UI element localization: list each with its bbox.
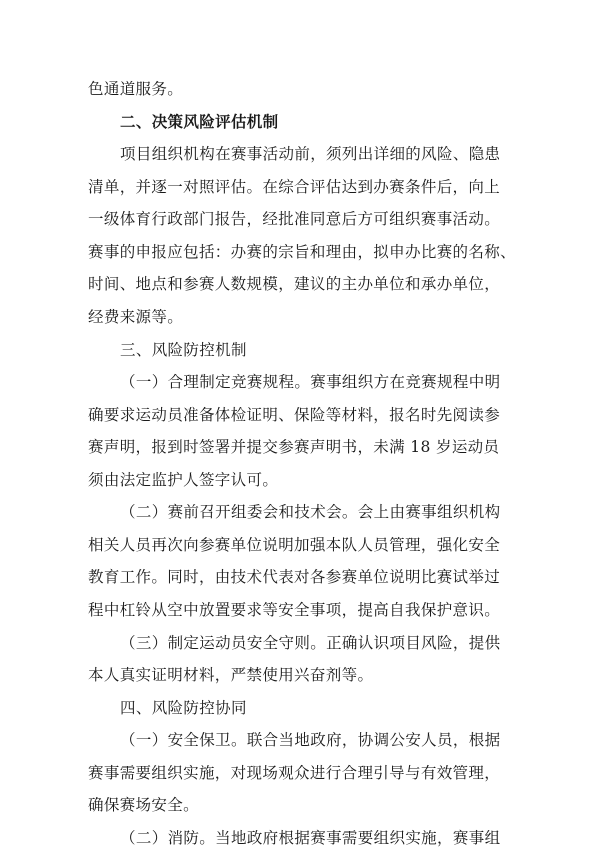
section-heading-3: 三、风险防控机制: [120, 341, 247, 359]
subsection-label: （二）: [120, 829, 168, 847]
paragraph-line: 教育工作。同时，由技术代表对各参赛单位说明比赛试举过: [88, 568, 501, 586]
paragraph-line: 相关人员再次向参赛单位说明加强本队人员管理，强化安全: [88, 536, 501, 554]
paragraph-line: 程中杠铃从空中放置要求等安全事项，提高自我保护意识。: [88, 601, 501, 619]
paragraph-line: 确要求运动员准备体检证明、保险等材料，报名时先阅读参: [88, 406, 501, 424]
subsection-label: （一）: [120, 731, 168, 749]
paragraph-line: 色通道服务。: [88, 80, 184, 98]
paragraph-text: 当地政府根据赛事需要组织实施，赛事组: [215, 829, 501, 847]
paragraph-line: 经费来源等。: [88, 308, 184, 326]
subsection-label: （二）: [120, 503, 168, 521]
paragraph-line: [120, 502, 500, 522]
paragraph-line: 一级体育行政部门报告，经批准同意后方可组织赛事活动。: [88, 210, 501, 228]
subsection-title: 安全保卫。: [167, 731, 247, 749]
section-heading-2: 二、决策风险评估机制: [120, 113, 279, 131]
paragraph-line: [120, 730, 500, 750]
paragraph-line: 项目组织机构在赛事活动前，须列出详细的风险、隐患: [120, 145, 501, 163]
paragraph-line: [120, 633, 500, 653]
paragraph-line: [120, 372, 500, 392]
subsection-label: （三）: [120, 634, 168, 652]
paragraph-text: 联合当地政府，协调公安人员，根据: [246, 731, 501, 749]
section-heading-4: 四、风险防控协同: [120, 699, 247, 717]
paragraph-text: 合理制定竞赛规程。赛事组织方在竞赛规程中明: [167, 373, 501, 391]
paragraph-line: 本人真实证明材料，严禁使用兴奋剂等。: [88, 666, 374, 684]
paragraph-line: 清单，并逐一对照评估。在综合评估达到办赛条件后，向上: [88, 178, 501, 196]
paragraph-line: 时间、地点和参赛人数规模，建议的主办单位和承办单位，: [88, 275, 501, 293]
paragraph-line: 赛事的申报应包括：办赛的宗旨和理由，拟申办比赛的名称、: [88, 243, 516, 261]
paragraph-line: 赛声明，报到时签署并提交参赛声明书，未满 18 岁运动员: [88, 438, 500, 456]
paragraph-text: 赛前召开组委会和技术会。会上由赛事组织机构: [167, 503, 501, 521]
subsection-title: 消防。: [167, 829, 216, 847]
paragraph-line: 须由法定监护人签字认可。: [88, 471, 279, 489]
subsection-label: （一）: [120, 373, 168, 391]
paragraph-text: 制定运动员安全守则。正确认识项目风险，提供: [167, 634, 501, 652]
paragraph-line: 赛事需要组织实施，对现场观众进行合理引导与有效管理，: [88, 764, 501, 782]
paragraph-line: [120, 828, 500, 848]
paragraph-line: 确保赛场安全。: [88, 796, 199, 814]
